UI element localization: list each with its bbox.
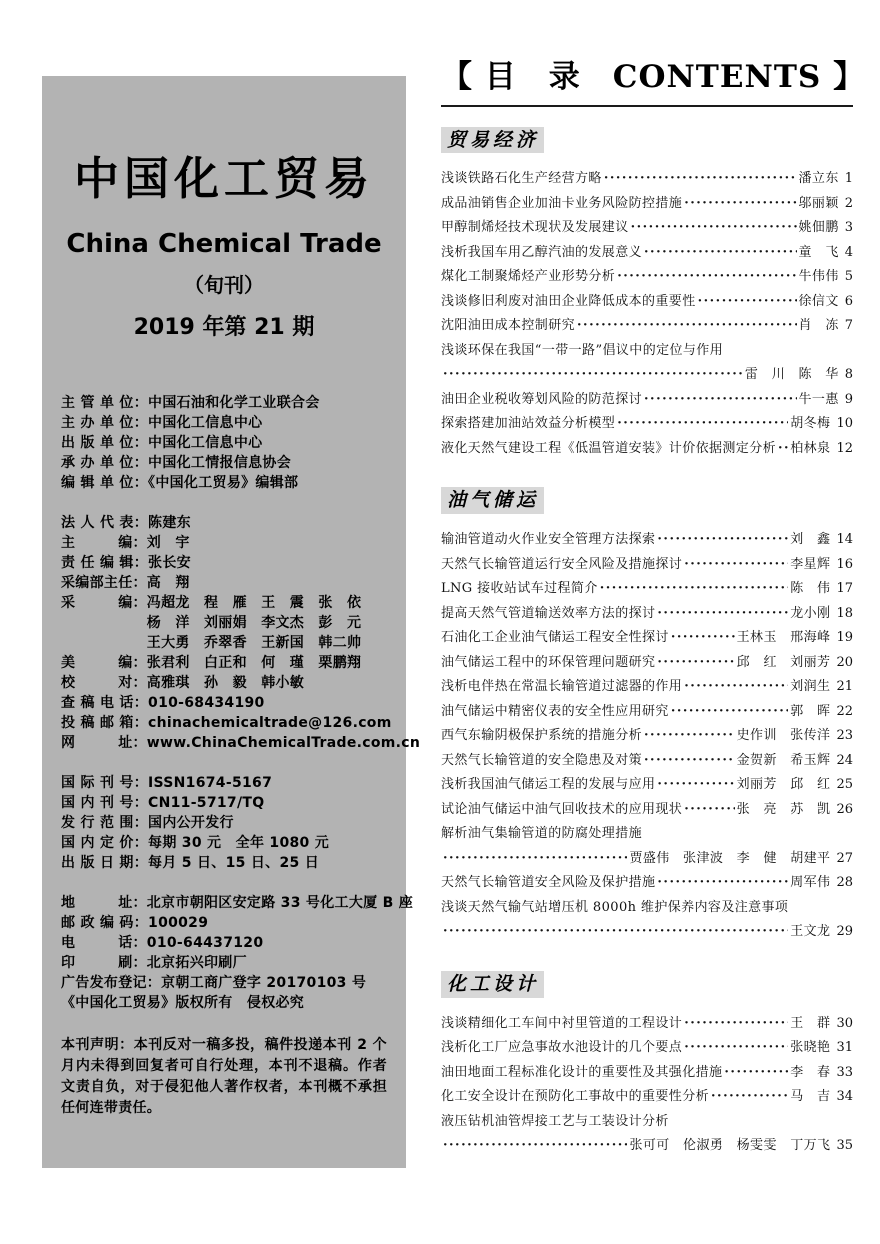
- journal-title-en: China Chemical Trade: [66, 229, 382, 259]
- entry-title: 浅析我国车用乙醇汽油的发展意义: [441, 244, 643, 260]
- toc-entry: [441, 528, 853, 553]
- journal-info-line: 国 内 定 价：每期 30 元 全年 1080 元: [61, 835, 330, 851]
- toc-entry-line: [441, 553, 853, 578]
- entry-page-number: 3: [844, 220, 853, 236]
- journal-info-line: 电 话：010-64437120: [61, 935, 264, 951]
- journal-info-line: 发 行 范 围：国内公开发行: [61, 815, 234, 831]
- toc-entry: [441, 553, 853, 578]
- toc-entry-author-line: [441, 847, 853, 872]
- section-heading-wrap: [441, 487, 853, 514]
- toc-section: [441, 487, 853, 944]
- entry-authors: 邬丽颖: [798, 195, 839, 211]
- toc-entry-line: [441, 314, 853, 339]
- toc-entry-title-line: [441, 896, 853, 921]
- entry-page-number: 5: [844, 269, 853, 285]
- entry-title: 天然气长输管道安全风险及保护措施: [441, 875, 656, 891]
- toc-entry-line: [441, 798, 853, 823]
- leader-dots: [657, 532, 788, 547]
- toc-entry: [441, 437, 853, 462]
- entry-title: 油田地面工程标准化设计的重要性及其强化措施: [441, 1064, 723, 1080]
- entry-page-number: 33: [836, 1064, 853, 1080]
- toc-entry-line: [441, 167, 853, 192]
- entry-authors: 张可可 伦淑勇 杨雯雯 丁万飞: [629, 1138, 831, 1154]
- entry-title: 石油化工企业油气储运工程安全性探讨: [441, 630, 669, 646]
- journal-info-line: 主 编：刘 宇: [61, 535, 190, 551]
- leader-dots: [684, 1040, 788, 1055]
- entry-title: 煤化工制聚烯烃产业形势分析: [441, 269, 616, 285]
- entry-title: 天然气长输管道运行安全风险及措施探讨: [441, 556, 683, 572]
- entry-page-number: 19: [836, 630, 853, 646]
- leader-dots: [684, 196, 796, 211]
- leader-dots: [443, 1138, 627, 1153]
- journal-info-line: 投 稿 邮 箱：chinachemicaltrade@126.com: [61, 715, 392, 731]
- toc-entry-line: [441, 290, 853, 315]
- toc-entry: [441, 339, 853, 388]
- toc-entry-title-line: [441, 1110, 853, 1135]
- entry-title: 甲醇制烯烃技术现状及发展建议: [441, 220, 629, 236]
- leader-dots: [617, 269, 796, 284]
- journal-info-line: 编 辑 单 位：《中国化工贸易》编辑部: [61, 475, 299, 491]
- journal-info-line: 《中国化工贸易》版权所有 侵权必究: [61, 995, 305, 1011]
- toc-entry-line: [441, 651, 853, 676]
- toc-entry: [441, 167, 853, 192]
- toc-entry: [441, 1110, 853, 1159]
- entry-title: 浅谈天然气输气站增压机 8000h 维护保养内容及注意事项: [441, 899, 789, 915]
- toc-entry: [441, 773, 853, 798]
- entry-page-number: 22: [836, 703, 853, 719]
- entry-page-number: 21: [836, 679, 853, 695]
- entry-title: 沈阳油田成本控制研究: [441, 318, 576, 334]
- leader-dots: [443, 924, 788, 939]
- leader-dots: [604, 171, 797, 186]
- leader-dots: [644, 392, 797, 407]
- leader-dots: [657, 606, 788, 621]
- entry-page-number: 29: [836, 924, 853, 940]
- entry-title: 浅谈铁路石化生产经营方略: [441, 171, 602, 187]
- toc-entry: [441, 216, 853, 241]
- journal-info-line: 国 际 刊 号：ISSN1674-5167: [61, 775, 273, 791]
- toc-entry-list: [441, 1012, 853, 1159]
- entry-authors: 龙小刚: [790, 605, 831, 621]
- toc-entry-line: [441, 1036, 853, 1061]
- journal-statement: 本刊声明：本刊反对一稿多投，稿件投递本刊 2 个月内未得到回复者可自行处理，本刊不退稿。作者文责自负，对于侵犯他人著作权者，本刊概不承担任何连带责任。: [61, 1037, 387, 1116]
- entry-authors: 张晓艳: [790, 1040, 831, 1056]
- journal-info-line: 网 址：www.ChinaChemicalTrade.com.cn: [61, 735, 421, 751]
- leader-dots: [617, 416, 788, 431]
- leader-dots: [443, 851, 627, 866]
- entry-title: 浅谈精细化工车间中衬里管道的工程设计: [441, 1015, 683, 1031]
- entry-page-number: 8: [844, 367, 853, 383]
- toc-entry-author-line: [441, 920, 853, 945]
- leader-dots: [778, 441, 788, 456]
- entry-authors: 李星辉: [790, 556, 831, 572]
- entry-page-number: 24: [836, 752, 853, 768]
- entry-title: 浅谈修旧利废对油田企业降低成本的重要性: [441, 293, 696, 309]
- journal-info-line: 承 办 单 位：中国化工情报信息协会: [61, 455, 292, 471]
- entry-authors: 王 群: [790, 1015, 831, 1031]
- journal-info-block: [61, 773, 387, 873]
- journal-info-line: 出 版 日 期：每月 5 日、15 日、25 日: [61, 855, 320, 871]
- toc-entry-line: [441, 749, 853, 774]
- header-divider: [441, 105, 853, 107]
- toc-entry: [441, 724, 853, 749]
- toc-entry-list: [441, 167, 853, 461]
- entry-page-number: 1: [844, 171, 853, 187]
- toc-entry: [441, 290, 853, 315]
- toc-entry: [441, 871, 853, 896]
- section-heading: 油气储运: [441, 487, 544, 514]
- journal-info-line: 主 管 单 位：中国石油和化学工业联合会: [61, 395, 320, 411]
- entry-title: 浅析我国油气储运工程的发展与应用: [441, 777, 656, 793]
- toc-entry-line: [441, 241, 853, 266]
- toc-entry-line: [441, 626, 853, 651]
- entry-page-number: 30: [836, 1015, 853, 1031]
- toc-entry: [441, 822, 853, 871]
- journal-info-line: 采编部主任：高 翔: [61, 575, 190, 591]
- journal-info-line: 国 内 刊 号：CN11-5717/TQ: [61, 795, 265, 811]
- section-heading: 化工设计: [441, 971, 544, 998]
- toc-entry-line: [441, 1085, 853, 1110]
- journal-info-panel: [42, 76, 421, 1168]
- toc-entry: [441, 192, 853, 217]
- toc-entry: [441, 577, 853, 602]
- entry-title: 输油管道动火作业安全管理方法探索: [441, 532, 656, 548]
- toc-entry-line: [441, 265, 853, 290]
- toc-entry-line: [441, 675, 853, 700]
- entry-authors: 张 亮 苏 凯: [736, 801, 831, 817]
- journal-info-line: 杨 洋 刘丽娟 李文杰 彭 元: [61, 615, 362, 631]
- leader-dots: [671, 704, 788, 719]
- toc-entry: [441, 700, 853, 725]
- entry-page-number: 17: [836, 581, 853, 597]
- journal-info-line: 主 办 单 位：中国化工信息中心: [61, 415, 263, 431]
- journal-info-line: 出 版 单 位：中国化工信息中心: [61, 435, 263, 451]
- entry-authors: 金贺新 希玉辉: [736, 752, 831, 768]
- journal-frequency: （旬刊）: [184, 273, 264, 297]
- leader-dots: [657, 777, 734, 792]
- entry-title: 液化天然气建设工程《低温管道安装》计价依据测定分析: [441, 440, 777, 456]
- leader-dots: [698, 294, 797, 309]
- toc-entry-author-line: [441, 1134, 853, 1159]
- entry-page-number: 18: [836, 605, 853, 621]
- entry-authors: 牛一惠: [798, 391, 839, 407]
- leader-dots: [631, 220, 797, 235]
- toc-section: [441, 127, 853, 462]
- toc-entry-line: [441, 602, 853, 627]
- entry-page-number: 2: [844, 195, 853, 211]
- leader-dots: [684, 802, 734, 817]
- toc-entry: [441, 896, 853, 945]
- entry-authors: 刘 鑫: [790, 532, 831, 548]
- entry-authors: 徐信文: [798, 293, 839, 309]
- leader-dots: [657, 655, 734, 670]
- toc-entry-line: [441, 192, 853, 217]
- entry-authors: 贾盛伟 张津波 李 健 胡建平: [629, 850, 831, 866]
- toc-entry-author-line: [441, 363, 853, 388]
- toc-entry-line: [441, 1061, 853, 1086]
- toc-entry-line: [441, 577, 853, 602]
- journal-info-line: 印 刷：北京拓兴印刷厂: [61, 955, 247, 971]
- leader-dots: [644, 753, 735, 768]
- toc-entry: [441, 314, 853, 339]
- entry-title: LNG 接收站试车过程简介: [441, 581, 598, 597]
- journal-issue: 2019 年第 21 期: [133, 315, 315, 340]
- entry-page-number: 26: [836, 801, 853, 817]
- leader-dots: [600, 581, 789, 596]
- leader-dots: [644, 245, 797, 260]
- toc-entry: [441, 675, 853, 700]
- entry-authors: 陈 伟: [790, 581, 831, 597]
- journal-info-block: [61, 393, 387, 493]
- entry-page-number: 14: [836, 532, 853, 548]
- entry-authors: 邱 红 刘丽芳: [736, 654, 831, 670]
- entry-authors: 胡冬梅: [790, 416, 831, 432]
- entry-page-number: 10: [836, 416, 853, 432]
- entry-authors: 王文龙: [790, 924, 831, 940]
- entry-title: 液压钻机油管焊接工艺与工装设计分析: [441, 1113, 669, 1129]
- entry-title: 成品油销售企业加油卡业务风险防控措施: [441, 195, 683, 211]
- entry-page-number: 16: [836, 556, 853, 572]
- leader-dots: [684, 1016, 788, 1031]
- journal-info-block: [61, 513, 421, 753]
- journal-info-block: [61, 893, 414, 1013]
- toc-entry: [441, 602, 853, 627]
- entry-authors: 刘润生: [790, 679, 831, 695]
- leader-dots: [671, 630, 735, 645]
- toc-entry-line: [441, 871, 853, 896]
- entry-title: 探索搭建加油站效益分析模型: [441, 416, 616, 432]
- leader-dots: [577, 318, 797, 333]
- toc-entry-title-line: [441, 822, 853, 847]
- entry-title: 浅析电伴热在常温长输管道过滤器的作用: [441, 679, 683, 695]
- section-heading-wrap: [441, 971, 853, 998]
- leader-dots: [684, 557, 788, 572]
- leader-dots: [684, 679, 788, 694]
- entry-title: 试论油气储运中油气回收技术的应用现状: [441, 801, 683, 817]
- entry-page-number: 9: [844, 391, 853, 407]
- journal-info-line: 地 址：北京市朝阳区安定路 33 号化工大厦 B 座: [61, 895, 414, 911]
- entry-page-number: 25: [836, 777, 853, 793]
- journal-info-line: 校 对：高雅琪 孙 毅 韩小敏: [61, 675, 305, 691]
- entry-page-number: 28: [836, 875, 853, 891]
- toc-entry-line: [441, 412, 853, 437]
- entry-page-number: 23: [836, 728, 853, 744]
- entry-authors: 潘立东: [798, 171, 839, 187]
- journal-info-line: 责 任 编 辑：张长安: [61, 555, 191, 571]
- leader-dots: [443, 367, 743, 382]
- leader-dots: [724, 1065, 788, 1080]
- table-of-contents: [441, 59, 866, 1159]
- entry-title: 化工安全设计在预防化工事故中的重要性分析: [441, 1089, 710, 1105]
- entry-title: 浅谈环保在我国“一带一路”倡议中的定位与作用: [441, 342, 724, 358]
- entry-title: 西气东输阴极保护系统的措施分析: [441, 728, 643, 744]
- entry-page-number: 34: [836, 1089, 853, 1105]
- toc-entry: [441, 1085, 853, 1110]
- toc-entry-line: [441, 700, 853, 725]
- toc-entry: [441, 651, 853, 676]
- toc-entry: [441, 1061, 853, 1086]
- toc-entry: [441, 1036, 853, 1061]
- toc-entry-line: [441, 724, 853, 749]
- entry-title: 天然气长输管道的安全隐患及对策: [441, 752, 643, 768]
- toc-entry-line: [441, 388, 853, 413]
- journal-info-blocks: [61, 393, 421, 1013]
- entry-authors: 马 吉: [790, 1089, 831, 1105]
- toc-entry-list: [441, 528, 853, 945]
- entry-page-number: 6: [844, 293, 853, 309]
- entry-title: 油气储运工程中的环保管理问题研究: [441, 654, 656, 670]
- toc-entry: [441, 265, 853, 290]
- toc-entry-line: [441, 528, 853, 553]
- journal-info-line: 采 编：冯超龙 程 雁 王 震 张 依: [61, 595, 362, 611]
- toc-entry: [441, 749, 853, 774]
- toc-entry-line: [441, 1012, 853, 1037]
- toc-entry: [441, 412, 853, 437]
- toc-entry-line: [441, 216, 853, 241]
- entry-authors: 周军伟: [790, 875, 831, 891]
- toc-entry: [441, 626, 853, 651]
- journal-info-line: 广告发布登记：京朝工商广登字 20170103 号: [61, 975, 367, 991]
- entry-title: 油气储运中精密仪表的安全性应用研究: [441, 703, 669, 719]
- journal-info-line: 王大勇 乔翠香 王新国 韩二帅: [61, 635, 362, 651]
- toc-sections: [441, 127, 853, 1159]
- leader-dots: [711, 1089, 788, 1104]
- entry-page-number: 35: [836, 1138, 853, 1154]
- toc-entry: [441, 1012, 853, 1037]
- leader-dots: [657, 875, 788, 890]
- toc-entry: [441, 241, 853, 266]
- entry-page-number: 12: [836, 440, 853, 456]
- entry-authors: 郭 晖: [790, 703, 831, 719]
- entry-authors: 雷 川 陈 华: [744, 367, 839, 383]
- entry-authors: 王林玉 邢海峰: [736, 630, 831, 646]
- entry-page-number: 4: [844, 244, 853, 260]
- journal-title-cn: 中国化工贸易: [73, 152, 374, 205]
- entry-authors: 刘丽芳 邱 红: [736, 777, 831, 793]
- toc-entry: [441, 388, 853, 413]
- entry-page-number: 7: [844, 318, 853, 334]
- entry-title: 解析油气集输管道的防腐处理措施: [441, 826, 643, 842]
- toc-entry-line: [441, 773, 853, 798]
- entry-title: 油田企业税收筹划风险的防范探讨: [441, 391, 643, 407]
- journal-info-line: 查 稿 电 话：010-68434190: [61, 695, 265, 711]
- entry-page-number: 27: [836, 850, 853, 866]
- journal-info-line: 法 人 代 表：陈建东: [61, 515, 191, 531]
- toc-entry-title-line: [441, 339, 853, 364]
- entry-authors: 牛伟伟: [798, 269, 839, 285]
- leader-dots: [644, 728, 735, 743]
- section-heading-wrap: [441, 127, 853, 154]
- entry-title: 提高天然气管道输送效率方法的探讨: [441, 605, 656, 621]
- entry-authors: 肖 冻: [798, 318, 839, 334]
- entry-authors: 姚佃鹏: [798, 220, 839, 236]
- entry-page-number: 20: [836, 654, 853, 670]
- entry-authors: 史作训 张传洋: [736, 728, 831, 744]
- entry-authors: 柏林泉: [790, 440, 831, 456]
- toc-section: [441, 971, 853, 1159]
- journal-info-line: 邮 政 编 码：100029: [61, 915, 209, 931]
- entry-authors: 童 飞: [798, 244, 839, 260]
- contents-header: 【 目 录 CONTENTS 】: [441, 59, 866, 95]
- toc-entry: [441, 798, 853, 823]
- entry-title: 浅析化工厂应急事故水池设计的几个要点: [441, 1040, 683, 1056]
- section-heading: 贸易经济: [441, 127, 544, 154]
- toc-entry-line: [441, 437, 853, 462]
- journal-info-line: 美 编：张君利 白正和 何 瑾 栗鹏翔: [61, 655, 362, 671]
- entry-page-number: 31: [836, 1040, 853, 1056]
- entry-authors: 李 春: [790, 1064, 831, 1080]
